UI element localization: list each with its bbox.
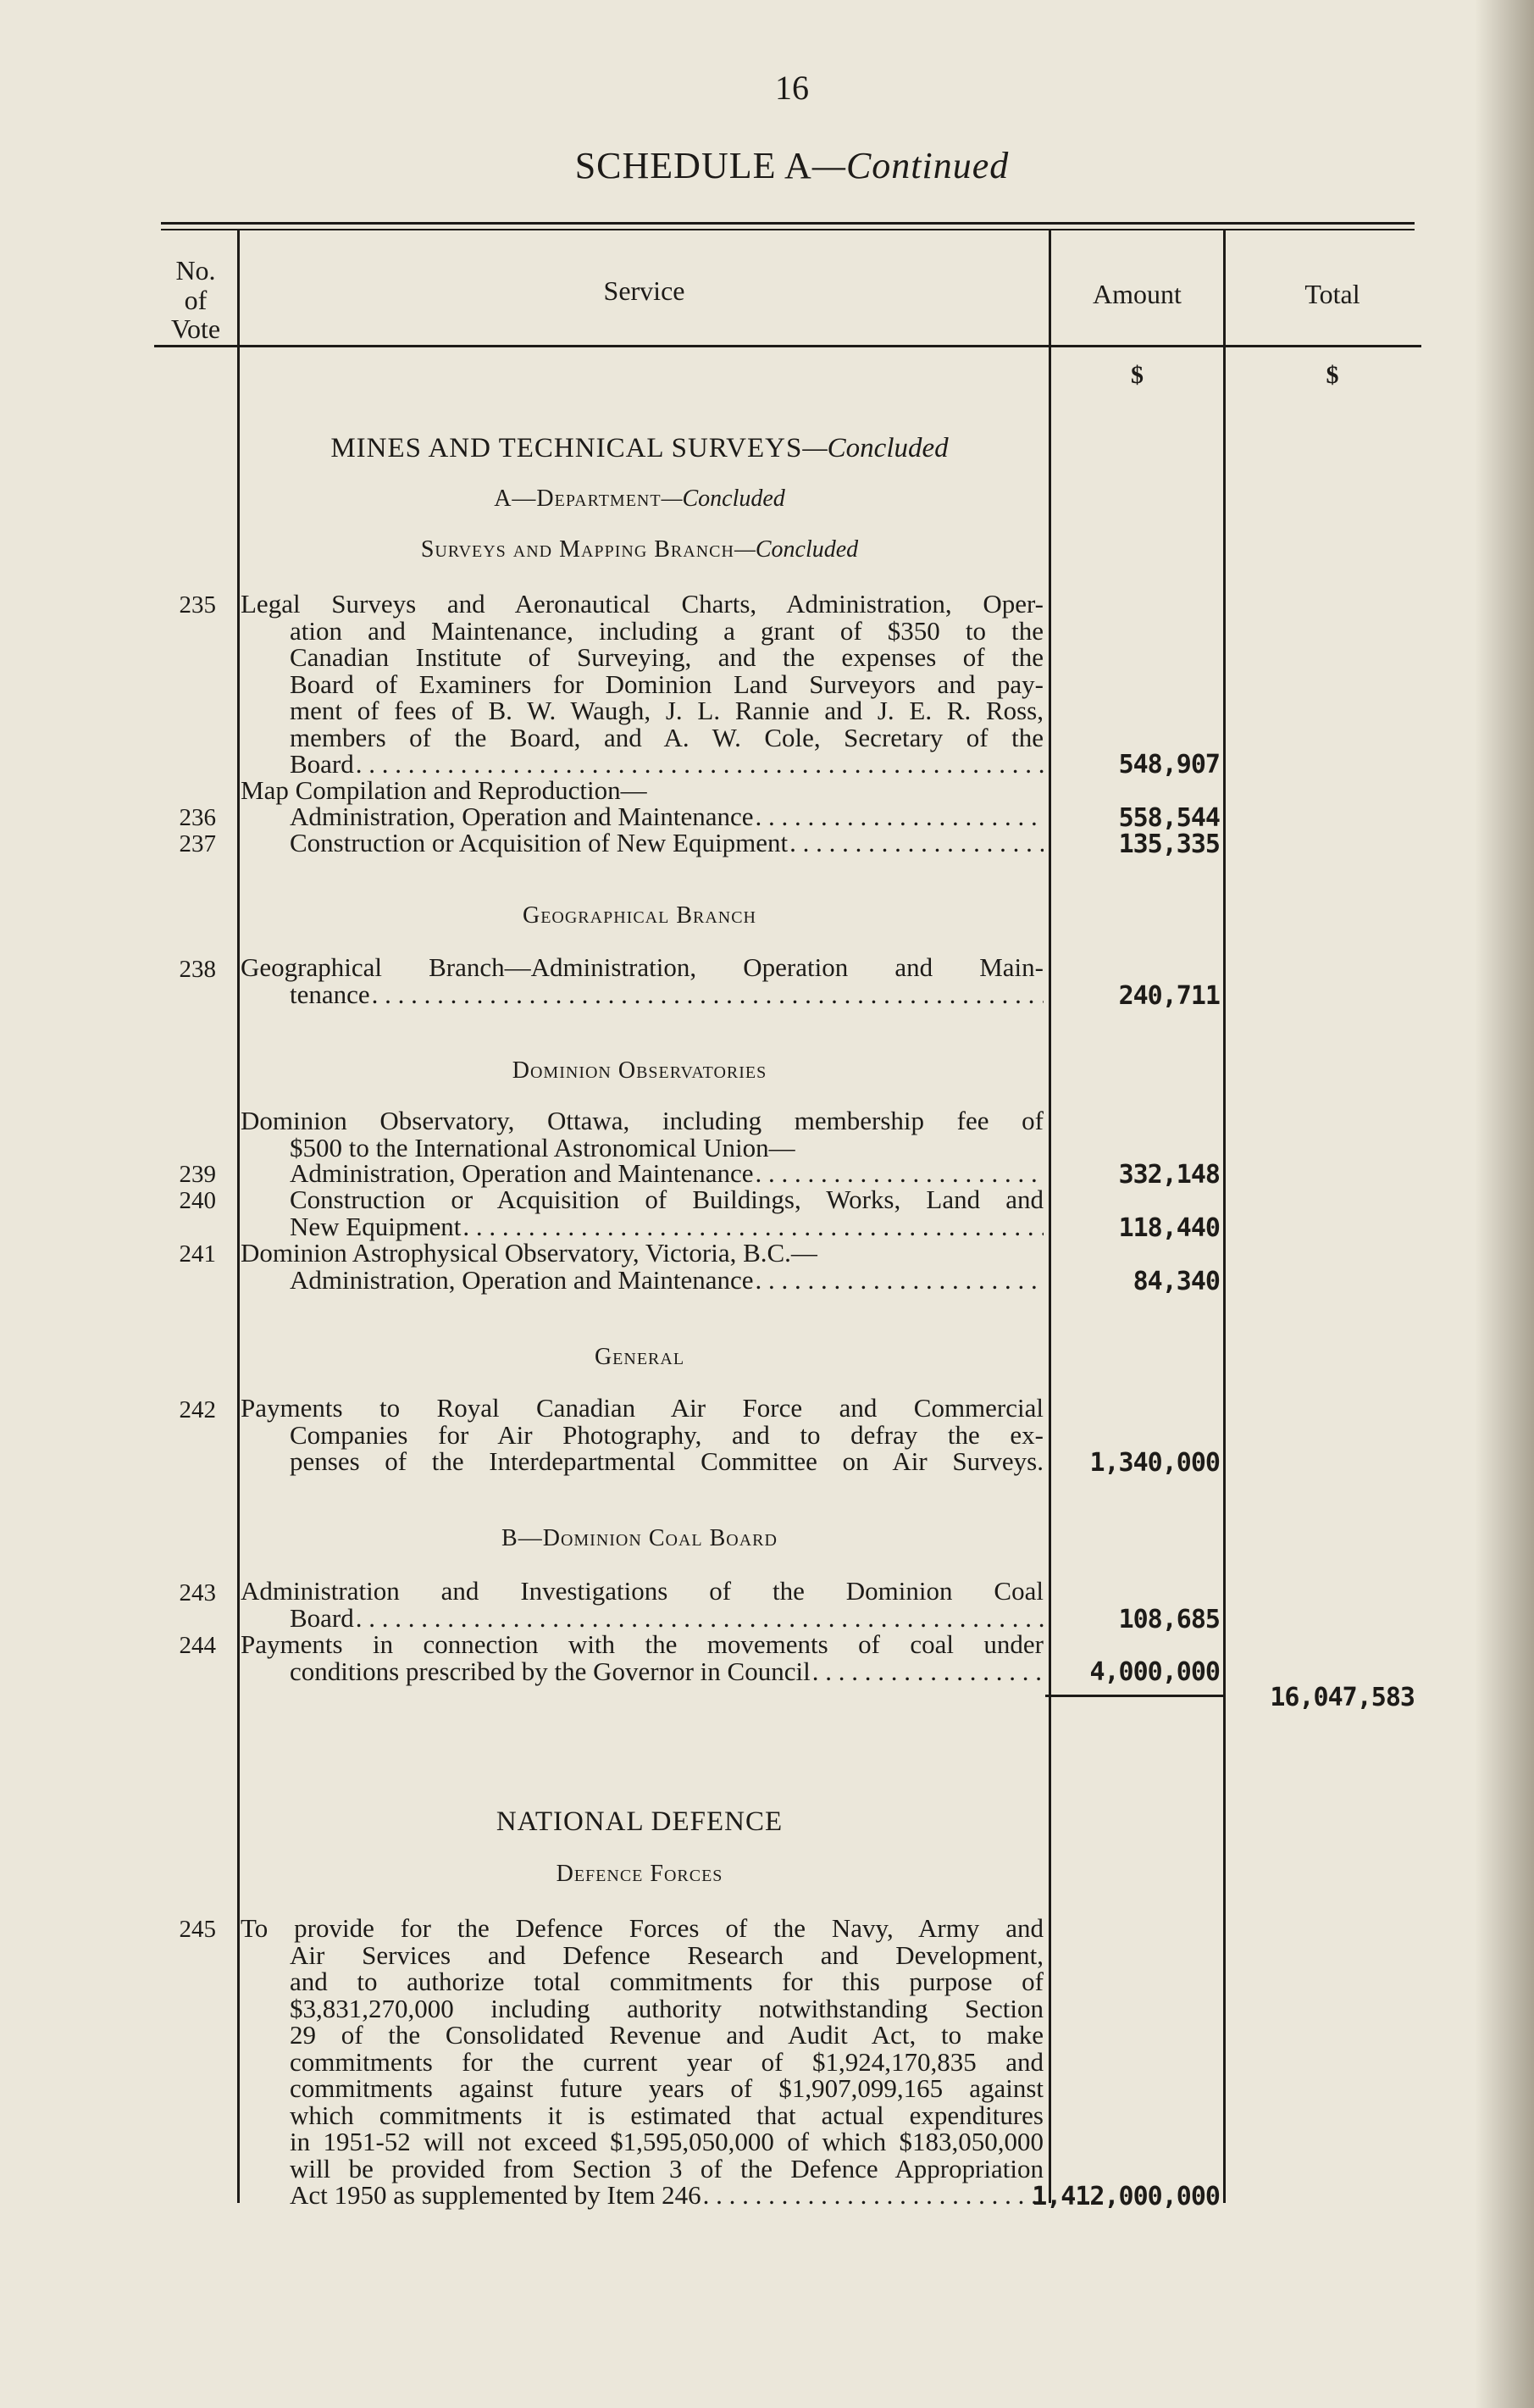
- service-item-241: [241, 1240, 1044, 1293]
- amount-value: 548,907: [1118, 750, 1220, 780]
- vote-number: 238: [179, 956, 216, 983]
- service-item-235: [241, 591, 1044, 778]
- service-line: ation and Maintenance, including a grant of $350 to the: [290, 615, 1044, 646]
- total-value-mines: 16,047,583: [1270, 1683, 1415, 1712]
- section-title-observatories: Dominion Observatories: [512, 1057, 767, 1084]
- amount-value: 240,711: [1118, 981, 1220, 1011]
- dot-leader: [372, 981, 1044, 1008]
- schedule-title-suffix: —Continued: [811, 145, 1010, 186]
- vote-number: 239: [179, 1161, 216, 1188]
- section-title-suffix: —Concluded: [661, 485, 785, 512]
- amount-value: 4,000,000: [1089, 1657, 1220, 1687]
- column-header-vote-line: No.: [175, 255, 216, 286]
- service-line-text: tenance: [290, 979, 370, 1009]
- service-line: in 1951-52 will not exceed $1,595,050,000 of which $183,050,000: [290, 2127, 1044, 2156]
- section-title-geographical: Geographical Branch: [522, 902, 757, 929]
- service-line: commitments for the current year of $1,924,170,835 and: [290, 2046, 1044, 2077]
- table-top-rule: [161, 222, 1415, 225]
- dot-leader: [462, 1213, 1044, 1240]
- page-number: 16: [775, 69, 809, 107]
- section-title-text: A—Department: [494, 485, 662, 512]
- column-header-vote: [154, 256, 237, 344]
- service-line-text: Construction or Acquisition of New Equipment: [290, 828, 789, 857]
- header-rule-main: [240, 345, 1421, 347]
- vote-number: 236: [179, 804, 216, 831]
- service-line-text: Act 1950 as supplemented by Item 246: [290, 2180, 701, 2210]
- column-divider-amount: [1223, 230, 1226, 2203]
- service-line: and to authorize total commitments for this purpose of: [290, 1967, 1044, 1996]
- service-line: $3,831,270,000 including authority notwithstanding Section: [290, 1993, 1044, 2023]
- service-item-238: [241, 954, 1044, 1007]
- service-line: which commitments it is estimated that actual expenditures: [290, 2100, 1044, 2130]
- dot-leader: [756, 1267, 1044, 1294]
- service-line: commitments against future years of $1,907,099,165 against: [290, 2073, 1044, 2103]
- service-line: [241, 1213, 1044, 1240]
- service-heading-dominion-observatory: [241, 1107, 1044, 1161]
- dot-leader: [756, 803, 1044, 830]
- column-header-vote-line: Vote: [170, 313, 221, 345]
- service-line: [241, 1658, 1044, 1685]
- amount-value: 108,685: [1118, 1605, 1220, 1634]
- service-line: Canadian Institute of Surveying, and the expenses of the: [290, 642, 1044, 672]
- column-header-service: Service: [603, 275, 685, 306]
- service-item-244: [241, 1631, 1044, 1684]
- service-line: 29 of the Consolidated Revenue and Audit Act, to make: [290, 2020, 1044, 2050]
- service-line: [241, 1602, 1044, 1633]
- section-title-general: General: [594, 1344, 685, 1370]
- service-line: Geographical Branch—Administration, Operation and Main-: [241, 952, 1044, 982]
- service-item-240: [241, 1186, 1044, 1240]
- header-rule-vote: [154, 345, 237, 347]
- amount-value: 84,340: [1133, 1267, 1220, 1296]
- amount-value: 135,335: [1118, 829, 1220, 859]
- service-line: will be provided from Section 3 of the Defence Appropriation: [290, 2153, 1044, 2183]
- service-line-text: Administration, Operation and Maintenance: [290, 1158, 754, 1188]
- service-item-239: [241, 1160, 1044, 1187]
- table-top-rule-thin: [161, 229, 1415, 230]
- column-header-amount: Amount: [1093, 279, 1182, 309]
- service-line: Dominion Astrophysical Observatory, Victoria, B.C.—: [241, 1238, 817, 1268]
- section-title-coal-board: B—Dominion Coal Board: [501, 1525, 778, 1551]
- service-line-text: Administration, Operation and Maintenance: [290, 1264, 754, 1295]
- vote-number: 244: [179, 1632, 216, 1659]
- service-line: $500 to the International Astronomical Union—: [290, 1132, 795, 1162]
- service-line: To provide for the Defence Forces of the Navy, Army and: [241, 1913, 1044, 1943]
- column-header-vote-line: of: [184, 284, 208, 315]
- dot-leader: [789, 829, 1044, 857]
- section-title-suffix: —Concluded: [734, 536, 859, 563]
- service-line: ment of fees of B. W. Waugh, J. L. Rannie and J. E. R. Ross,: [290, 696, 1044, 725]
- vote-number: 243: [179, 1579, 216, 1606]
- service-line: Air Services and Defence Research and Development,: [290, 1939, 1044, 1970]
- service-line: [241, 1264, 1044, 1295]
- section-title-suffix: —Concluded: [802, 433, 949, 463]
- section-title-mines: [237, 433, 1042, 464]
- section-title-defence-forces: Defence Forces: [556, 1861, 723, 1887]
- column-header-total: Total: [1304, 279, 1360, 309]
- column-divider-vote: [237, 230, 240, 2203]
- dot-leader: [812, 1658, 1044, 1685]
- amount-value: 558,544: [1118, 803, 1220, 833]
- vote-number: 235: [179, 591, 216, 619]
- section-title-text: Surveys and Mapping Branch: [420, 536, 734, 563]
- service-item-243: [241, 1578, 1044, 1631]
- service-line: Board of Examiners for Dominion Land Surveyors and pay-: [290, 669, 1044, 699]
- section-title-national-defence: NATIONAL DEFENCE: [496, 1806, 784, 1837]
- service-line: Dominion Observatory, Ottawa, including membership fee of: [241, 1106, 1044, 1135]
- service-item-237: [241, 829, 1044, 857]
- amount-unit: $: [1131, 361, 1144, 389]
- service-line: Payments to Royal Canadian Air Force and Commercial: [241, 1393, 1044, 1423]
- section-title-text: MINES AND TECHNICAL SURVEYS: [330, 433, 803, 463]
- service-line: Administration and Investigations of the Dominion Coal: [241, 1576, 1044, 1606]
- vote-number: 242: [179, 1396, 216, 1423]
- service-line: [241, 2182, 1044, 2209]
- vote-number: 240: [179, 1187, 216, 1214]
- total-unit: $: [1326, 361, 1339, 389]
- service-line: [241, 829, 1044, 857]
- service-item-245: [241, 1915, 1044, 2209]
- vote-number: 245: [179, 1916, 216, 1943]
- schedule-title: [0, 144, 1534, 187]
- vote-number: 237: [179, 830, 216, 857]
- service-line: members of the Board, and A. W. Cole, Secretary of the: [290, 722, 1044, 752]
- amount-value: 1,412,000,000: [1032, 2182, 1220, 2211]
- vote-number: 241: [179, 1240, 216, 1268]
- amount-value: 1,340,000: [1089, 1448, 1220, 1478]
- service-line: [241, 751, 1044, 778]
- dot-leader: [356, 751, 1044, 778]
- service-line-text: Board: [290, 1602, 354, 1633]
- amount-value: 118,440: [1118, 1213, 1220, 1243]
- service-item-242: [241, 1395, 1044, 1475]
- service-line-text: Board: [290, 749, 354, 779]
- service-line: [241, 803, 1044, 830]
- amount-value: 332,148: [1118, 1160, 1220, 1190]
- service-line: Payments in connection with the movements of coal under: [241, 1629, 1044, 1659]
- service-line: Construction or Acquisition of Buildings, Works, Land and: [290, 1185, 1044, 1214]
- service-line-text: conditions prescribed by the Governor in Council: [290, 1656, 811, 1686]
- service-line-text: Administration, Operation and Maintenance: [290, 802, 754, 831]
- service-line-text: New Equipment: [290, 1211, 462, 1241]
- section-title-surveys: [237, 536, 1042, 563]
- service-heading-map-compilation: Map Compilation and Reproduction—: [241, 775, 647, 805]
- dot-leader: [756, 1160, 1044, 1187]
- service-item-236: [241, 803, 1044, 830]
- dot-leader: [703, 2182, 1044, 2209]
- subtotal-rule: [1045, 1695, 1223, 1697]
- service-line: [241, 981, 1044, 1008]
- service-line: Legal Surveys and Aeronautical Charts, Administration, Oper-: [241, 589, 1044, 619]
- schedule-title-main: SCHEDULE A: [574, 145, 812, 186]
- section-title-department: [237, 485, 1042, 513]
- service-line: [241, 1160, 1044, 1187]
- service-line: Companies for Air Photography, and to defray the ex-: [290, 1419, 1044, 1450]
- dot-leader: [356, 1605, 1044, 1632]
- service-line: penses of the Interdepartmental Committee on Air Surveys.: [290, 1446, 1044, 1476]
